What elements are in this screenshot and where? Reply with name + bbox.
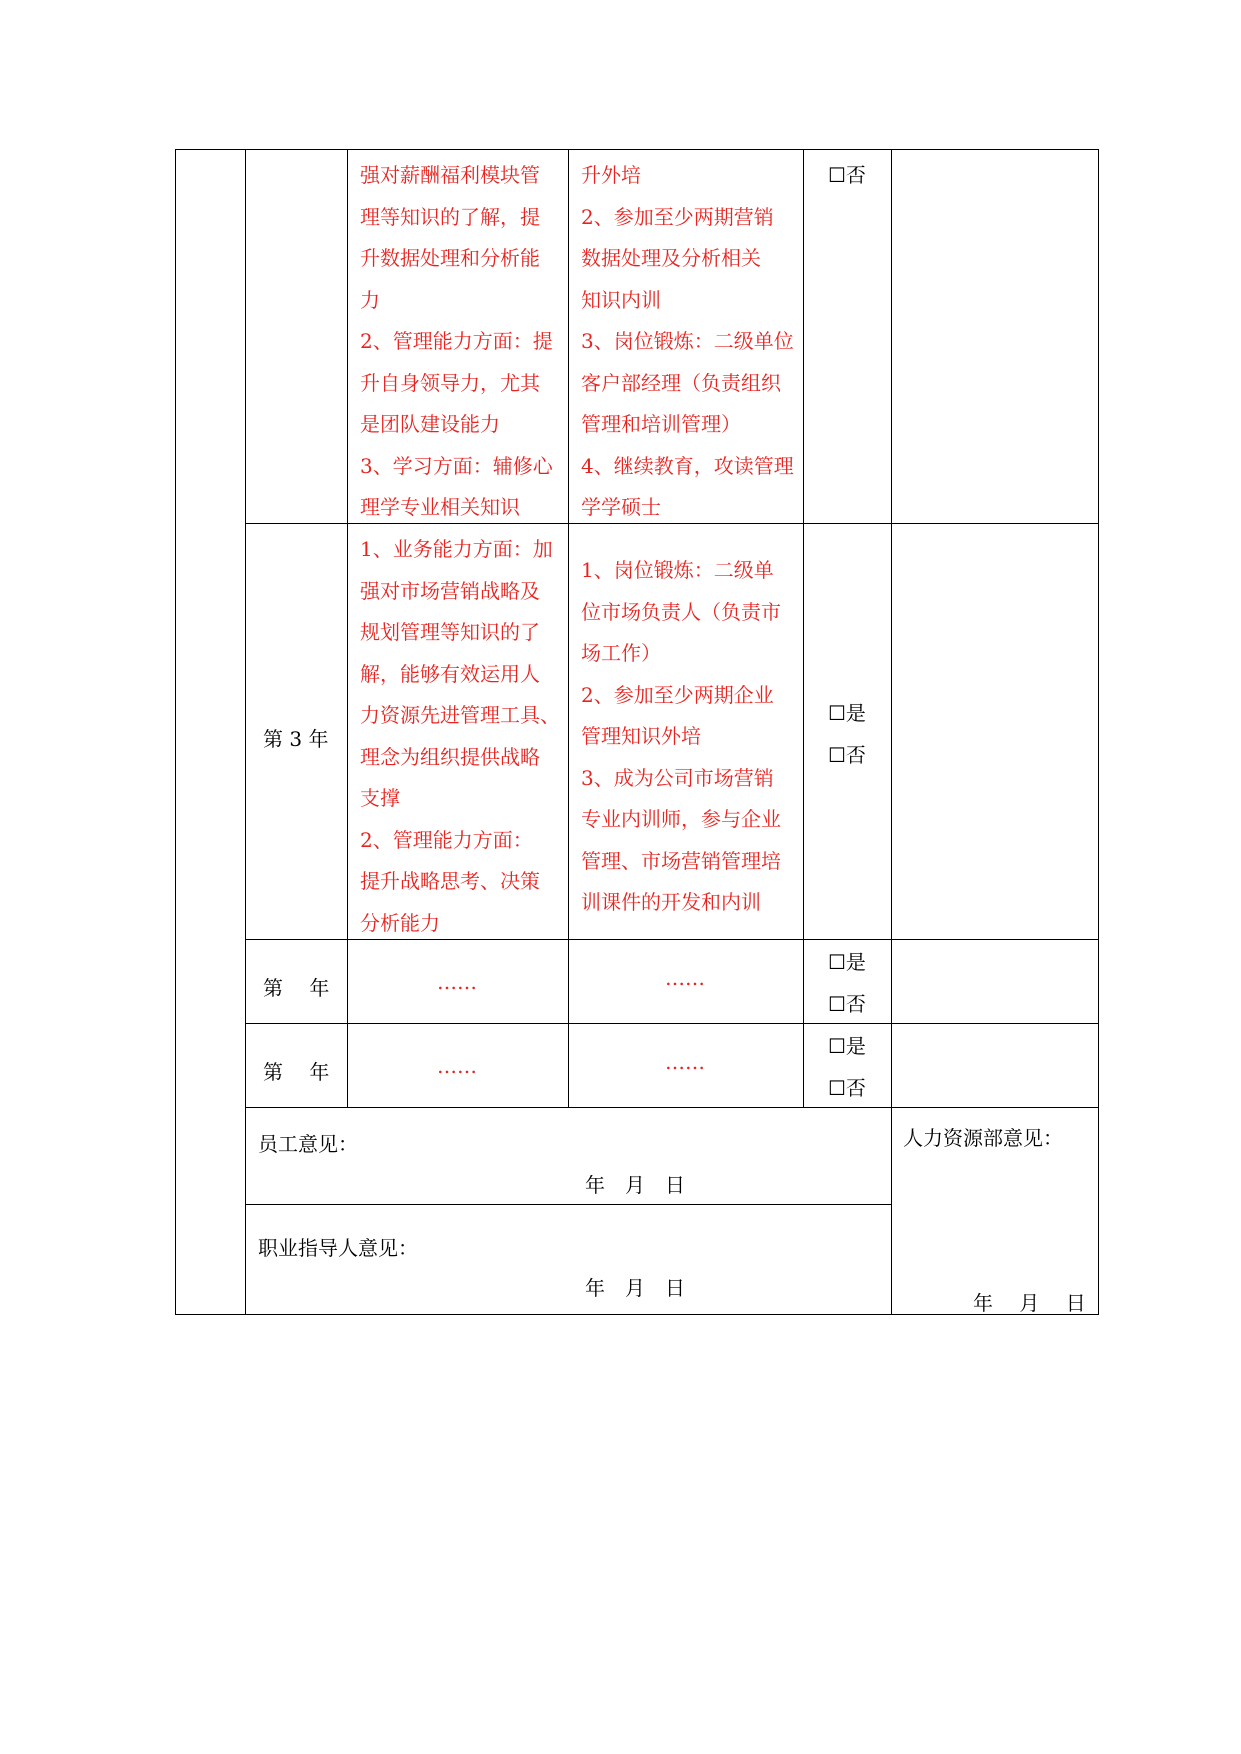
measure-line: 管理知识外培 — [581, 724, 701, 748]
blank-row-1-measures: …… — [665, 966, 705, 990]
goal-line: 分析能力 — [360, 910, 440, 935]
goal-line: 3、学习方面：辅修心 — [360, 453, 553, 478]
goal-line: 理等知识的了解，提 — [360, 204, 540, 229]
goal-line: 支撑 — [360, 786, 400, 810]
measure-line: 数据处理及分析相关 — [581, 246, 761, 270]
goal-line: 解，能够有效运用人 — [360, 661, 540, 686]
measure-line: 学学硕士 — [581, 495, 661, 519]
goal-line: 升数据处理和分析能 — [360, 246, 540, 270]
blank-row-2-checkbox-cell — [828, 1026, 866, 1109]
year3-checkbox-cell — [828, 693, 866, 776]
measure-line: 2、参加至少两期企业 — [581, 682, 774, 707]
goal-line: 力 — [360, 287, 380, 312]
continued-goals-cell — [360, 155, 553, 529]
year3-measures-cell — [581, 550, 781, 924]
measure-line: 位市场负责人（负责市 — [581, 599, 781, 624]
continued-checkbox-cell — [828, 155, 866, 197]
measure-line: 3、岗位锻炼：二级单位 — [581, 329, 794, 353]
employee-opinion-date: 年 月 日 — [585, 1173, 685, 1197]
measure-line: 专业内训师，参与企业 — [581, 807, 781, 831]
goal-line: 2、管理能力方面： — [360, 827, 533, 852]
goal-line: 理念为组织提供战略 — [360, 744, 540, 769]
measure-line: 训课件的开发和内训 — [581, 890, 761, 914]
blank-row-2-measures: …… — [665, 1050, 705, 1074]
measure-line: 知识内训 — [581, 287, 661, 312]
goal-line: 强对薪酬福利模块管 — [360, 163, 540, 187]
employee-opinion-label: 员工意见： — [258, 1132, 358, 1156]
continued-measures-cell — [581, 155, 794, 529]
checkbox-option: ☐是 — [828, 701, 866, 725]
goal-line: 理学专业相关知识 — [360, 495, 520, 519]
measure-line: 客户部经理（负责组织 — [581, 370, 781, 395]
measure-line: 场工作） — [581, 641, 661, 665]
hr-opinion-date: 年 月 日 — [973, 1291, 1086, 1315]
goal-line: 强对市场营销战略及 — [360, 578, 540, 603]
goal-line: 力资源先进管理工具、 — [360, 703, 560, 727]
year3-goals-cell — [360, 529, 560, 944]
year3-label: 第 3 年 — [263, 727, 329, 751]
goal-line: 规划管理等知识的了 — [360, 620, 540, 644]
mentor-opinion-label: 职业指导人意见： — [258, 1236, 418, 1260]
checkbox-option: ☐是 — [828, 950, 866, 974]
checkbox-option: ☐否 — [828, 163, 866, 187]
measure-line: 升外培 — [581, 163, 641, 187]
measure-line: 2、参加至少两期营销 — [581, 204, 774, 229]
measure-line: 3、成为公司市场营销 — [581, 765, 774, 790]
checkbox-option: ☐否 — [828, 1075, 866, 1100]
measure-line: 4、继续教育，攻读管理 — [581, 453, 794, 478]
measure-line: 管理和培训管理） — [581, 412, 741, 436]
goal-line: 升自身领导力，尤其 — [360, 370, 540, 395]
checkbox-option: ☐否 — [828, 991, 866, 1016]
goal-line: 1、业务能力方面：加 — [360, 537, 553, 561]
mentor-opinion-date: 年 月 日 — [585, 1276, 685, 1300]
measure-line: 管理、市场营销管理培 — [581, 848, 781, 873]
blank-row-1-checkbox-cell — [828, 942, 866, 1025]
checkbox-option: ☐否 — [828, 742, 866, 767]
measure-line: 1、岗位锻炼：二级单 — [581, 558, 774, 582]
hr-opinion-label: 人力资源部意见： — [903, 1126, 1063, 1150]
blank-row-2-goals: …… — [437, 1054, 477, 1078]
goal-line: 2、管理能力方面：提 — [360, 329, 553, 353]
goal-line: 是团队建设能力 — [360, 412, 500, 436]
checkbox-option: ☐是 — [828, 1034, 866, 1058]
blank-row-1-label: 第 年 — [263, 976, 330, 1000]
goal-line: 提升战略思考、决策 — [360, 869, 540, 893]
blank-row-1-goals: …… — [437, 970, 477, 994]
blank-row-2-label: 第 年 — [263, 1060, 330, 1084]
